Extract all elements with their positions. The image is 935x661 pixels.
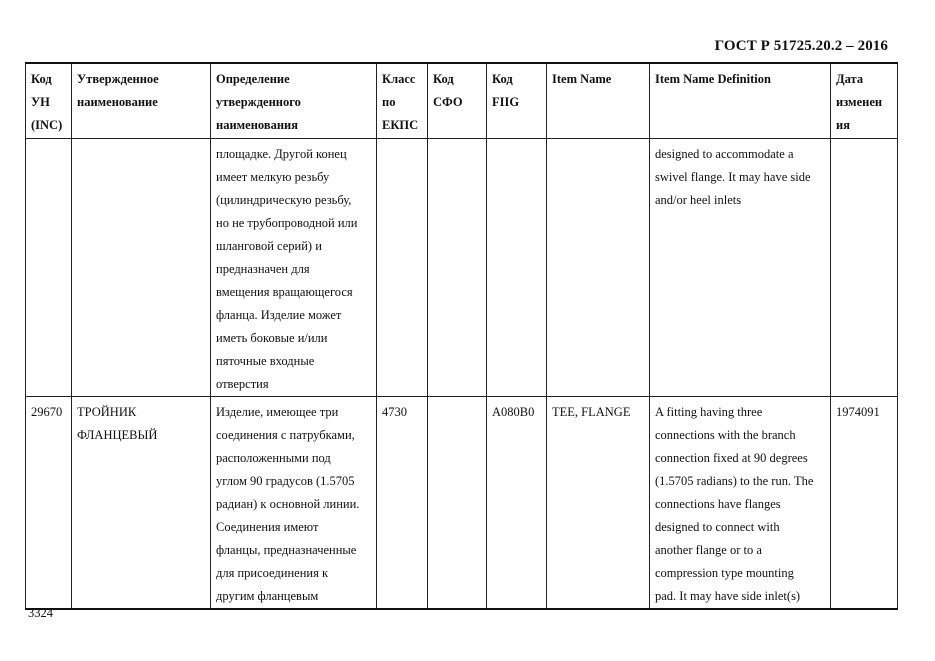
cell-code-sfo	[428, 397, 487, 610]
column-header-definition-ru: Определение утвержденного наименования	[211, 63, 377, 139]
column-header-item-name-definition: Item Name Definition	[650, 63, 831, 139]
cell-approved-name	[72, 139, 211, 397]
column-header-code-sfo: Код СФО	[428, 63, 487, 139]
cell-class-ekps: 4730	[377, 397, 428, 610]
cell-date	[831, 139, 898, 397]
cell-date: 1974091	[831, 397, 898, 610]
column-header-inc: Код УН (INC)	[26, 63, 72, 139]
column-header-date: Дата изменен ия	[831, 63, 898, 139]
cell-definition-ru: Изделие, имеющее три соединения с патрубками, расположенными под углом 90 градусов (1.5705 радиан) к основной линии. Соединения имеют фланцы, предназначенные для присоединения к другим фланцевым	[211, 397, 377, 610]
table-row	[26, 139, 898, 397]
page-number: 3324	[28, 606, 53, 620]
cell-code-sfo	[428, 139, 487, 397]
cell-inc: 29670	[26, 397, 72, 610]
column-header-item-name: Item Name	[547, 63, 650, 139]
cell-definition-en: A fitting having three connections with the branch connection fixed at 90 degrees (1.5705 radians) to the run. The connections have flanges designed to connect with another flange or to a compression type mounting pad. It may have side inlet(s)	[650, 397, 831, 610]
catalog-table	[25, 62, 898, 610]
cell-item-name	[547, 139, 650, 397]
document-standard-header: ГОСТ Р 51725.20.2 – 2016	[714, 38, 888, 54]
cell-approved-name: ТРОЙНИК ФЛАНЦЕВЫЙ	[72, 397, 211, 610]
table-row	[26, 397, 898, 610]
table-header-row	[26, 63, 898, 139]
cell-class-ekps	[377, 139, 428, 397]
cell-definition-en: designed to accommodate a swivel flange. It may have side and/or heel inlets	[650, 139, 831, 397]
column-header-approved-name: Утвержденное наименование	[72, 63, 211, 139]
cell-code-fiig: A080B0	[487, 397, 547, 610]
cell-definition-ru: площадке. Другой конец имеет мелкую резьбу (цилиндрическую резьбу, но не трубопроводной или шланговой серий) и предназначен для вмещения вращающегося фланца. Изделие может иметь боковые и/или пяточные входные отверстия	[211, 139, 377, 397]
cell-item-name: TEE, FLANGE	[547, 397, 650, 610]
cell-code-fiig	[487, 139, 547, 397]
column-header-code-fiig: Код FIIG	[487, 63, 547, 139]
column-header-class-ekps: Класс по ЕКПС	[377, 63, 428, 139]
cell-inc	[26, 139, 72, 397]
